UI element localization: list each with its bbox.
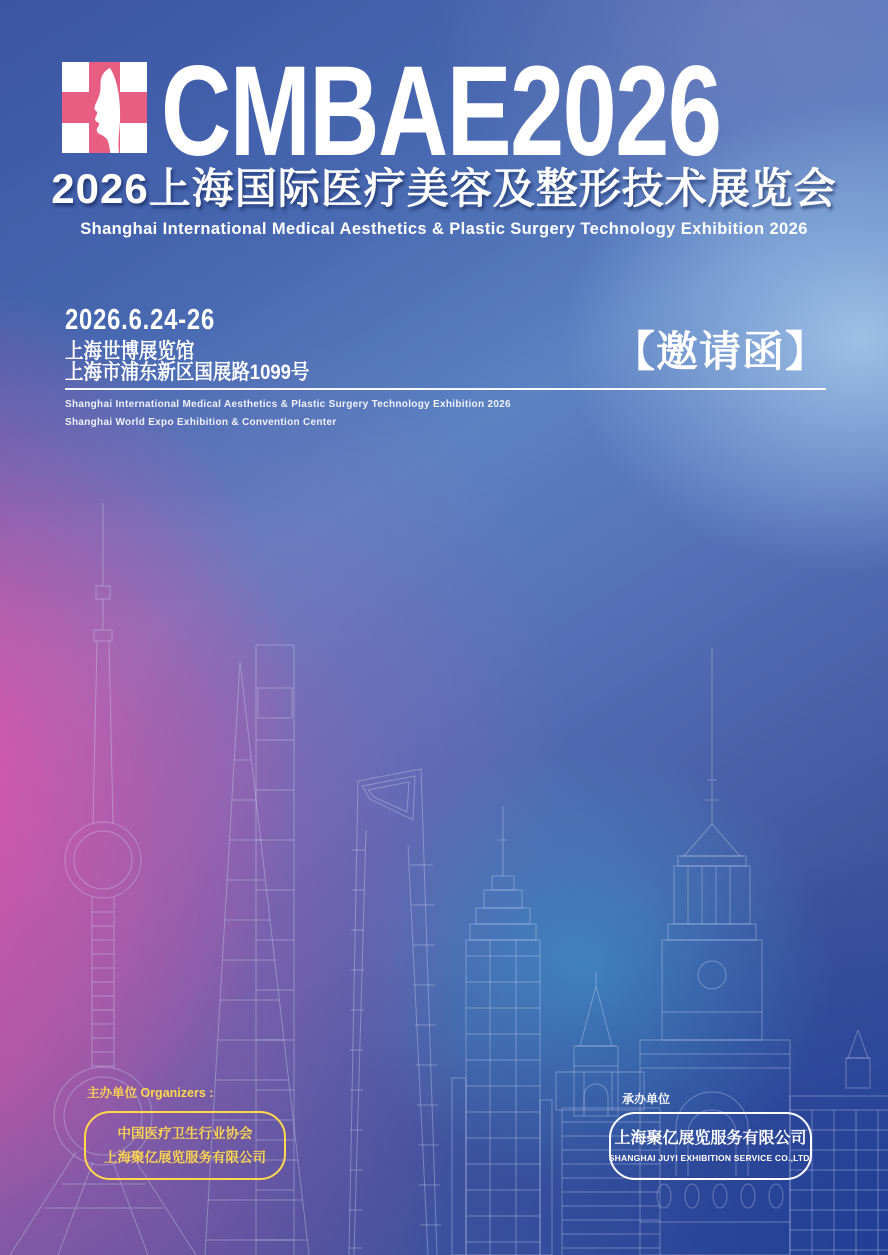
host-label: 承办单位	[622, 1092, 671, 1106]
jinmao-tower-outline	[452, 806, 552, 1255]
event-title-en: Shanghai International Medical Aesthetics & Plastic Surgery Technology Exhibition 2026	[80, 220, 808, 238]
event-subtitle-en-1: Shanghai International Medical Aesthetics & Plastic Surgery Technology Exhibition 2026	[65, 399, 511, 410]
world-financial-center-outline	[349, 769, 441, 1255]
host-name-zh: 上海聚亿展览服务有限公司	[614, 1129, 807, 1147]
divider-line	[65, 388, 826, 390]
cmbae-logo-icon	[62, 62, 147, 153]
logo-text: CMBAE2026	[161, 40, 721, 183]
venue-address: 上海市浦东新区国展路1099号	[65, 361, 310, 384]
event-dates: 2026.6.24-26	[65, 304, 216, 336]
event-title-zh: 2026上海国际医疗美容及整形技术展览会	[51, 165, 837, 212]
organizer-name: 上海聚亿展览服务有限公司	[104, 1150, 266, 1165]
host-box	[609, 1112, 812, 1180]
organizers-label: 主办单位 Organizers :	[87, 1086, 214, 1100]
invitation-badge: 【邀请函】	[612, 328, 828, 375]
organizers-box	[84, 1111, 286, 1180]
event-subtitle-en-2: Shanghai World Expo Exhibition & Convention Center	[65, 417, 337, 428]
venue-name: 上海世博展览馆	[65, 340, 195, 363]
host-name-en: SHANGHAI JUYI EXHIBITION SERVICE CO.,LTD.	[608, 1152, 813, 1163]
organizer-name: 中国医疗卫生行业协会	[117, 1126, 253, 1141]
